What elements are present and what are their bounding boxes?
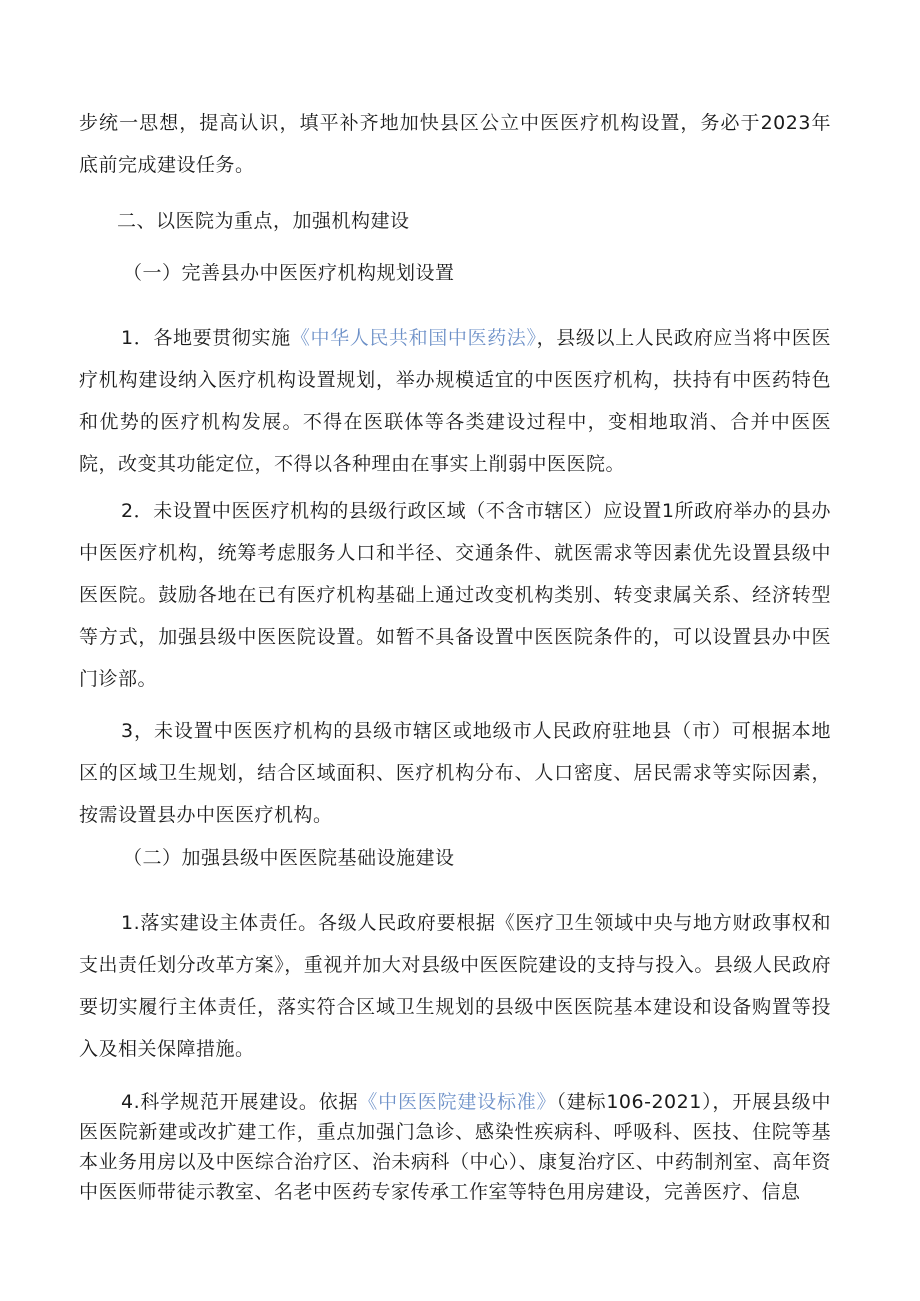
section-heading-text: 二、以医院为重点，加强机构建设 [117, 210, 410, 232]
standard-link[interactable]: 《中医医院建设标准》 [358, 1091, 557, 1113]
paragraph-item-2 [79, 490, 831, 700]
paragraph-item-1 [79, 317, 831, 485]
paragraph-item-3 [79, 710, 831, 836]
paragraph-text: 1．各地要贯彻实施 [121, 327, 291, 349]
paragraph-item-5 [79, 1087, 831, 1207]
subsection-heading-text: （一）完善县办中医医疗机构规划设置 [123, 262, 455, 284]
subsection-heading-2 [123, 843, 455, 873]
paragraph-text: ，县级以上人民政府应当将中医医疗机构建设纳入医疗机构设置规划，举办规模适宜的中医医疗机构，扶持有中医药特色和优势的医疗机构发展。不得在医联体等各类建设过程中，变相地取消、合并中医医院，改变其功能定位，不得以各种理由在事实上削弱中医医院。 [79, 327, 831, 475]
law-link[interactable]: 《中华人民共和国中医药法》 [290, 327, 537, 349]
section-heading [117, 206, 410, 236]
paragraph-text: 2．未设置中医医疗机构的县级行政区域（不含市辖区）应设置1所政府举办的县办中医医疗机构，统筹考虑服务人口和半径、交通条件、就医需求等因素优先设置县级中医医院。鼓励各地在已有医疗机构基础上通过改变机构类别、转变隶属关系、经济转型等方式，加强县级中医医院设置。如暂不具备设置中医医院条件的，可以设置县办中医门诊部。 [79, 500, 831, 690]
paragraph-continuation [79, 102, 831, 186]
subsection-heading-text: （二）加强县级中医医院基础设施建设 [123, 847, 455, 869]
paragraph-text: 步统一思想，提高认识，填平补齐地加快县区公立中医医疗机构设置，务必于2023年底前完成建设任务。 [79, 112, 831, 176]
paragraph-text: 4.科学规范开展建设。依据 [121, 1091, 359, 1113]
paragraph-text: （建标106-2021），开展县级中医医院新建或改扩建工作，重点加强门急诊、感染性疾病科、呼吸科、医技、住院等基本业务用房以及中医综合治疗区、治未病科（中心）、康复治疗区、中药制剂室、高年资中医医师带徒示教室、名老中医药专家传承工作室等特色用房建设，完善医疗、信息 [79, 1091, 831, 1203]
paragraph-text: 1.落实建设主体责任。各级人民政府要根据《医疗卫生领域中央与地方财政事权和支出责任划分改革方案》，重视并加大对县级中医医院建设的支持与投入。县级人民政府要切实履行主体责任，落实符合区域卫生规划的县级中医医院基本建设和设备购置等投入及相关保障措施。 [79, 912, 831, 1060]
subsection-heading-1 [123, 258, 455, 288]
paragraph-item-4 [79, 902, 831, 1070]
paragraph-text: 3，未设置中医医疗机构的县级市辖区或地级市人民政府驻地县（市）可根据本地区的区域卫生规划，结合区域面积、医疗机构分布、人口密度、居民需求等实际因素，按需设置县办中医医疗机构。 [79, 720, 831, 826]
